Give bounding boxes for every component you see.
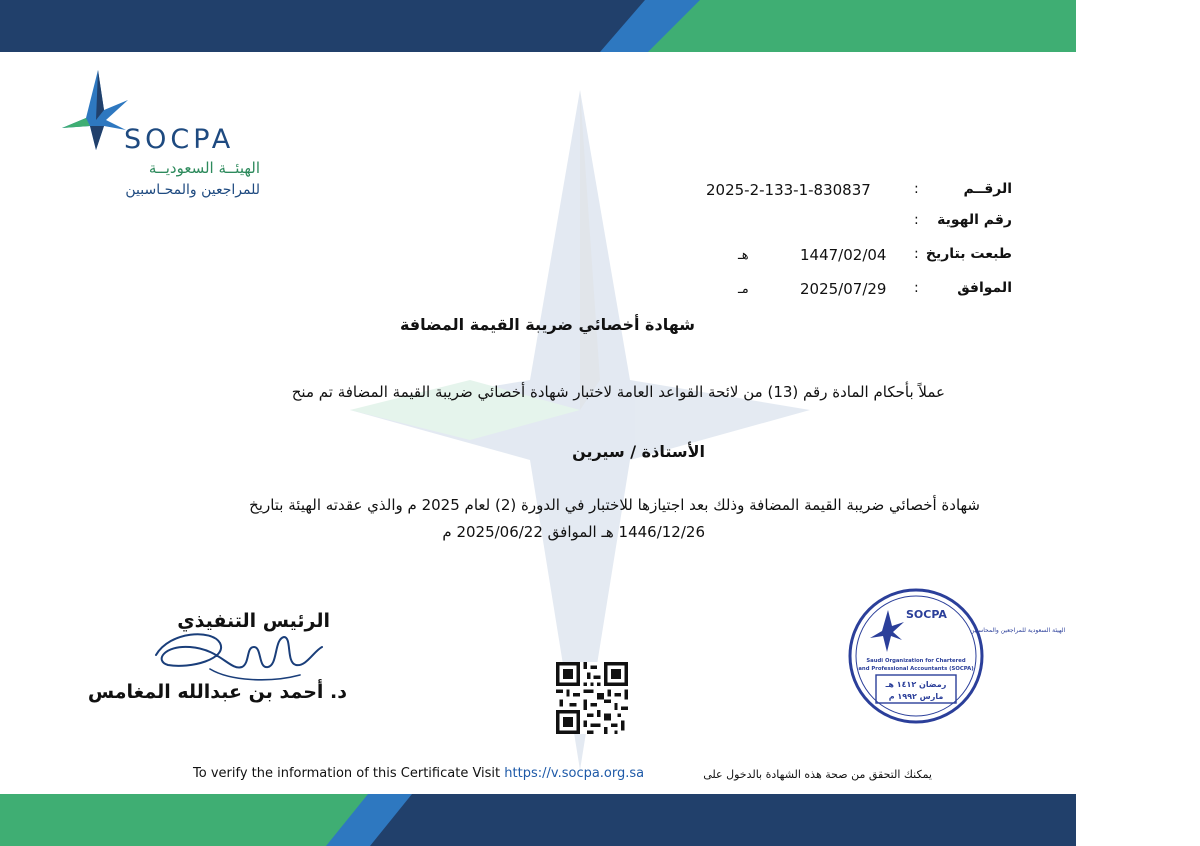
signatory-title: الرئيس التنفيذي [177,610,330,632]
printed-colon: : [914,246,919,262]
stamp-date-hijri: رمضان ١٤١٢ هـ [885,680,947,689]
certificate-intro: عملاً بأحكام المادة رقم (13) من لائحة القواعد العامة لاختبار شهادة أخصائي ضريبة القيمة المضافة تم منح [291,383,945,401]
logo-arabic-line2: للمراجعين والمحـاسبين [125,182,260,198]
printed-hijri-date: 1447/02/04 [800,246,887,264]
stamp-acronym: SOCPA [906,608,947,621]
qr-code[interactable] [556,662,628,734]
logo-arabic-line1: الهيئــة السعوديــة [148,159,260,177]
signatory-name: د. أحمد بن عبدالله المغامس [87,681,347,703]
id-label: رقم الهوية [937,212,1012,228]
verify-url-link[interactable]: https://v.socpa.org.sa [504,766,645,781]
id-colon: : [914,212,919,228]
printed-gregorian-date: 2025/07/29 [800,280,887,298]
page-margin [1076,0,1200,846]
certificate-body-line1: شهادة أخصائي ضريبة القيمة المضافة وذلك بعد اجتيازها للاختبار في الدورة (2) لعام 2025 م والذي عقدته الهيئة بتاريخ [249,496,980,514]
printed-label: طبعت بتاريخ [925,246,1012,262]
corresponding-colon: : [914,280,919,296]
recipient-name: الأستاذة / سيرين [572,442,705,461]
stamp-arabic-name: الهيئة السعودية للمراجعين والمحاسبين [970,627,1066,634]
stamp-english-line2: and Professional Accountants (SOCPA) [858,666,974,672]
certificate-body-line2: 1446/12/26 هـ الموافق 2025/06/22 م [442,523,705,541]
logo-wordmark: SOCPA [124,124,235,155]
stamp-english-line1: Saudi Organization for Chartered [866,658,966,664]
number-colon: : [914,181,919,197]
verify-instruction [193,766,644,781]
corresponding-label: الموافق [957,280,1012,296]
number-value: 2025-2-133-1-830837 [706,181,871,199]
bottom-band [0,794,1076,846]
certificate-title: شهادة أخصائي ضريبة القيمة المضافة [399,315,695,334]
gregorian-suffix: مـ [738,282,749,297]
official-stamp [846,586,1066,726]
hijri-suffix: هـ [738,248,749,263]
verify-text: To verify the information of this Certificate Visit [193,766,501,781]
stamp-date-gregorian: مارس ١٩٩٢ م [888,692,944,701]
verify-instruction-arabic: يمكنك التحقق من صحة هذه الشهادة بالدخول على [703,768,932,781]
top-band [0,0,1076,52]
number-label: الرقــم [963,181,1012,197]
